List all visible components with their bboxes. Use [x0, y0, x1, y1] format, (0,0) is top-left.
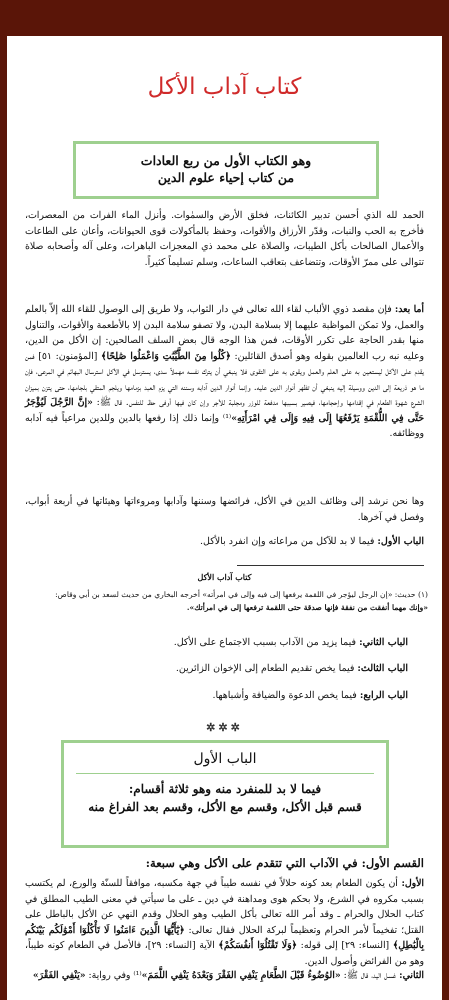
paragraph-plan: وها نحن نرشد إلى وظائف الدين في الأكل، فرائضها وسننها وآدابها ومروءاتها وهيئاتها في أربعة أبواب، وفصل في آخرها. [25, 496, 424, 523]
chapter-text: فيما يخص تقديم الطعام إلى الإخوان الزائرين. [175, 663, 358, 674]
paragraph-text: غسل اليد، قال ﷺ: [340, 970, 400, 981]
footnote-line-2: «وإنك مهما أنفقت من نفقة فإنها صدقة حتى اللقمة ترفعها إلى في امرأتك». [186, 603, 428, 612]
book-title: كتاب آداب الأكل [147, 74, 302, 100]
paragraph-text: [النساء: ٢٩] إلى قوله: [297, 940, 393, 951]
quran-verse: ﴿يَٰٓأَيُّهَا الَّذِينَ ءَامَنُوا لَا تَأْكُلُوٓا أَمْوَٰلَكُم بَيْنَكُم بِالْبَٰطِلِ﴾ [25, 924, 425, 951]
chapter-4-line [212, 690, 408, 701]
paragraph-text: فإن مقصد ذوي الألباب لقاء الله تعالى في دار الثواب، ولا طريق إلى الوصول للقاء الله إلاّ بالعلم والعمل، ولا تمكن المواظبة عليهما إلا بسلامة البدن، ولا تصفو سلامة البدن إلا بالأطعمة والأقوات، والتناول منها بقدر الحاجة على تكرر الأوقات، فمن هذا الوجه قال بعض السلف الصالحين: إن الأكل من الدين، وعليه نبه رب العالمين بقوله وهو أصدق القائلين: [25, 304, 424, 362]
paragraph-amma-baad [25, 302, 424, 442]
hadith-quote: «يَنْفِي الفَقْرَ» [32, 970, 86, 981]
paragraph-lead: الأول: [401, 878, 424, 889]
footnote-header: كتاب آداب الأكل [197, 572, 252, 582]
quran-verse: ﴿كُلُوا مِنَ الطَّيِّبَٰتِ وَاعْمَلُوا صَٰلِحًا﴾ [101, 350, 231, 362]
intro-line-1: وهو الكتاب الأول من ربع العادات [140, 153, 312, 168]
chapter-one-box [61, 740, 389, 848]
chapter-text: فيما لا بد للآكل من مراعاته وإن انفرد بالأكل. [200, 536, 378, 547]
section-stars: ✲✲✲ [206, 721, 243, 734]
paragraph-text: الآية [النساء: ٢٩]، فالأصل في الطعام كونه طيباً، وهو من الفرائض وأصول الدين. [25, 940, 424, 967]
paragraph-text: ⁽¹⁾ وإنما ذلك إذا رفعها بالدين وللدين مراعياً فيه آدابه ووظائفه. [25, 412, 424, 439]
paragraph-lead: أما بعد: [394, 304, 424, 315]
document-page [7, 36, 442, 1000]
chapter-label: الباب الرابع: [359, 690, 408, 701]
quran-verse: ﴿وَلَا تَقْتُلُوٓا أَنفُسَكُمْ﴾ [218, 940, 298, 951]
chapter-label: الباب الأول: [377, 536, 424, 547]
footnote-divider [237, 565, 424, 566]
paragraph-lead: الثاني: [399, 970, 424, 981]
footnote-line-1: (١) حديث: «إن الرجل ليؤجر في اللقمة يرفعها إلى فيه وإلى في امرأته» أخرجه البخاري من حديث لسعد بن أبي وقاص: [55, 590, 428, 599]
paragraph-second-adab [25, 968, 424, 984]
chapter-one-subtitle-2: قسم قبل الأكل، وقسم مع الأكل، وقسم بعد الفراغ منه [88, 800, 362, 814]
chapter-text: فيما يزيد من الآداب بسبب الاجتماع على الأكل. [173, 637, 360, 648]
paragraph-text: أن يكون الطعام بعد كونه حلالاً في نفسه طيباً في جهة مكسبه، موافقاً للسنّة والورع، لم يكتسب بسبب مكروه في الشرع، ولا بحكم هوى ومداهنة في دين ـ على ما سيأتي في معنى الطيب المطلق في كتاب الحلال والحرام ـ وقد أمر الله تعالى بأكل الطيب وهو الحلال وقدم النهي عن الأكل بالباطل على القتل؛ تفخيماً لأمر الحرام وتعظيماً لبركة الحلال فقال تعالى: [25, 878, 424, 936]
chapter-one-subtitle-1: فيما لا بد للمنفرد منه وهو ثلاثة أقسام: [128, 782, 322, 796]
footnote [25, 588, 428, 614]
chapter-label: الباب الثاني: [359, 637, 408, 648]
intro-line-2: من كتاب إحياء علوم الدين [157, 170, 295, 185]
box-separator [76, 773, 374, 774]
chapter-text: فيما يخص الدعوة والضيافة وأشباهها. [212, 690, 360, 701]
chapter-one-title: الباب الأول [193, 751, 257, 767]
paragraph-praise: الحمد لله الذي أحسن تدبير الكائنات، فخلق الأرض والسمٰوات. وأنزل الماء الفرات من المعصرات، فأخرج به الحب والنبات، وقدّر الأرزاق والأقوات، وحفظ بالمأكولات قوى الحيوانات، وأعان على الطاعات والأعمال الصالحات بأكل الطيبات، والصلاة على محمد ذي المعجزات الباهرات، وعلى آله وأصحابه صلاة تتوالى على ممرّ الأوقات، وتتضاعف بتعاقب الساعات، وسلم تسليماً كثيراً. [25, 210, 424, 268]
paragraph-text: ⁽¹⁾ وفي رواية: [85, 970, 142, 981]
book-intro-box [73, 141, 379, 199]
hadith-quote: «إنَّ الرَّجُلَ لَيُؤْجَرُ حَتَّى فِي اللُّقْمَةِ يَرْفَعُهَا إِلَى فِيهِ وَإِلَى فِي امْرَأَتِهِ» [25, 397, 424, 424]
chapter-3-line [176, 663, 408, 674]
chapter-2-line [174, 637, 408, 648]
chapter-1-line [200, 536, 424, 547]
paragraph-first-adab [25, 876, 424, 969]
hadith-quote: «الوُضُوءُ قَبْلَ الطَّعَامِ يَنْفِي الفَقْرَ وَبَعْدَهُ يَنْفِي اللَّمَمَ» [141, 970, 341, 981]
chapter-label: الباب الثالث: [357, 663, 408, 674]
paragraph-text: [المؤمنون: ٥١] فمن يقدم على الأكل ليستعين به على العلم والعمل ويقوى به على التقوى فلا ينبغي أن يترك نفسه مهملاً سدى، يسترسل في الأكل استرسال البهائم في المرعى، فإن ما هو ذريعة إلى الدين ووسيلة إليه ينبغي أن تظهر أنوار الدين عليه. وإنما أنوار الدين آدابه وسننه التي يزم العبد بزمامها ويلجم المتقي بلجامها، حتى يتزن بميزان الشرع شهوة الطعام في إقدامها وإحجامها، فيصير بسببها مدفعة للوزر ومجلبة للأجر وإن كان فيها أوفى حظ للنفس. قال ﷺ: [25, 350, 424, 408]
section-heading: القسم الأول: في الآداب التي تتقدم على الأكل وهي سبعة: [145, 856, 424, 870]
